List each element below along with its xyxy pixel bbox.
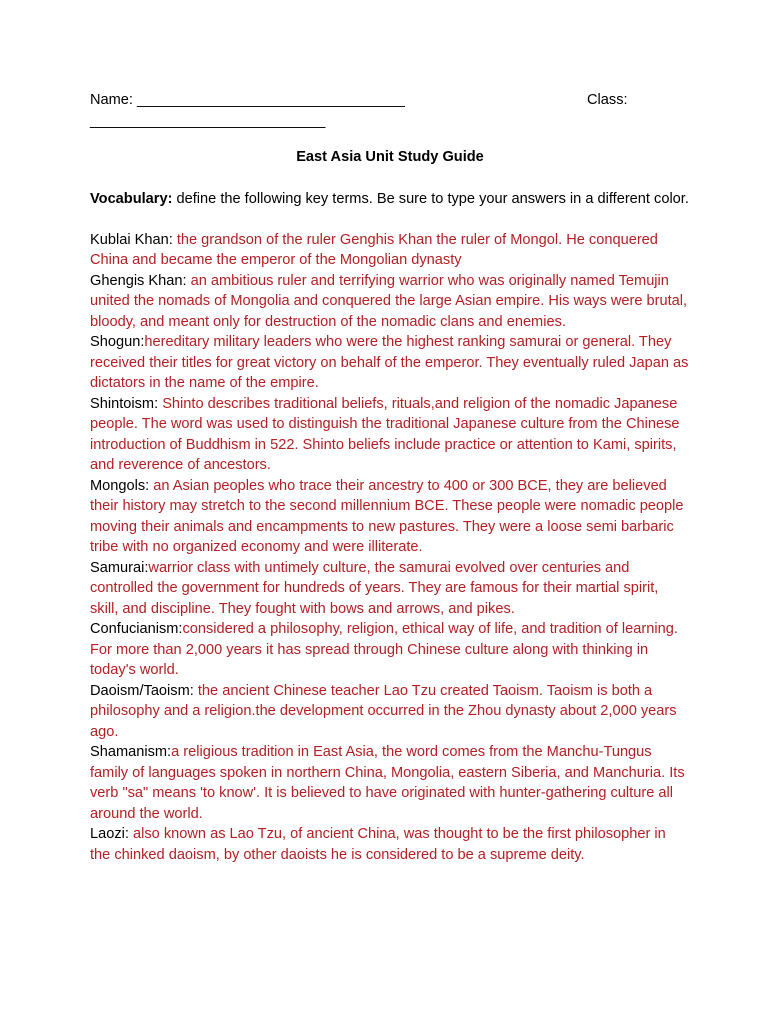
vocab-entry-kublai-khan [90,230,690,271]
vocab-entry-shamanism [90,742,690,824]
name-class-row [90,90,690,111]
vocab-entry-ghengis-khan [90,271,690,333]
vocabulary-instructions-text: define the following key terms. Be sure to type your answers in a different color. [172,190,689,207]
vocab-entry-daoism [90,681,690,743]
vocab-answer: Shinto describes traditional beliefs, rituals,and religion of the nomadic Japanese people. The word was used to distinguish the traditional Japanese culture from the Chinese introduction of Buddhism in 522. Shinto beliefs include practice or attention to Kami, spirits, and reverence of ancestors. [90,395,680,473]
vocab-term: Shintoism: [90,395,159,412]
vocab-answer: an Asian peoples who trace their ancestry to 400 or 300 BCE, they are believed their history may stretch to the second millennium BCE. These people were nomadic people moving their animals and encampments to new pastures. They were a loose semi barbaric tribe with no organized economy and were illiterate. [90,477,684,555]
vocabulary-list [90,230,690,866]
class-field-line: _____________________________ [90,112,326,129]
vocab-term: Kublai Khan: [90,231,173,248]
vocab-answer: a religious tradition in East Asia, the word comes from the Manchu-Tungus family of languages spoken in northern China, Mongolia, eastern Siberia, and Manchuria. Its verb "sa" means 'to know'. It is believed to have originated with hunter-gathering culture all around the world. [90,744,685,822]
vocabulary-instructions [90,189,690,210]
class-field-label: Class: [587,92,628,108]
vocab-answer: an ambitious ruler and terrifying warrior who was originally named Temujin united the nomads of Mongolia and conquered the large Asian empire. His ways were brutal, bloody, and meant only for destruction of the nomadic clans and enemies. [90,272,688,330]
vocab-term: Laozi: [90,826,129,842]
vocab-answer: warrior class with untimely culture, the samurai evolved over centuries and controlled the government for hundreds of years. They are famous for their martial spirit, skill, and discipline. They fought with bows and arrows, and pikes. [90,559,659,617]
vocab-answer: the ancient Chinese teacher Lao Tzu created Taoism. Taoism is both a philosophy and a religion.the development occurred in the Zhou dynasty about 2,000 years ago. [90,682,677,740]
vocabulary-heading: Vocabulary: [90,190,173,207]
vocab-term: Mongols: [90,477,150,494]
page-title: East Asia Unit Study Guide [296,149,484,165]
vocab-answer: considered a philosophy, religion, ethical way of life, and tradition of learning. For more than 2,000 years it has spread through Chinese culture along with thinking in today's world. [90,621,678,678]
vocab-entry-shintoism [90,394,690,476]
vocab-term: Shogun: [90,334,145,350]
vocab-term: Shamanism: [90,744,172,760]
vocab-term: Samurai: [90,559,149,576]
vocab-answer: also known as Lao Tzu, of ancient China, was thought to be the first philosopher in the chinked daoism, by other daoists he is considered to be a supreme deity. [90,826,666,863]
vocab-entry-samurai [90,558,690,620]
vocab-answer: the grandson of the ruler Genghis Khan the ruler of Mongol. He conquered China and became the emperor of the Mongolian dynasty [90,231,658,268]
vocab-term: Daoism/Taoism: [90,682,194,699]
document-page [90,90,690,865]
vocab-entry-laozi [90,824,690,865]
vocab-term: Confucianism: [90,621,183,637]
name-field-label: Name: _________________________________ [90,92,405,108]
vocab-term: Ghengis Khan: [90,272,187,289]
vocab-entry-shogun [90,332,690,394]
vocab-answer: hereditary military leaders who were the highest ranking samurai or general. They received their titles for great victory on behalf of the emperor. They eventually ruled Japan as dictators in the name of the empire. [90,334,689,391]
vocab-entry-mongols [90,476,690,558]
vocab-entry-confucianism [90,619,690,681]
